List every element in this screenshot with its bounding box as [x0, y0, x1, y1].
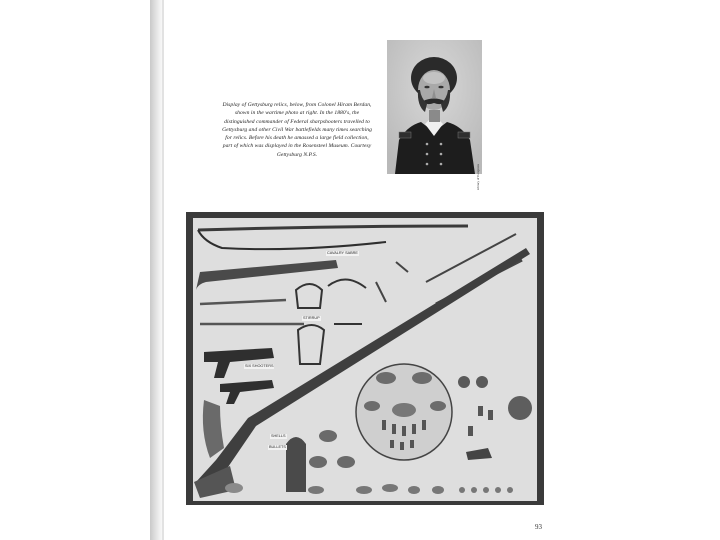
label-shells: SHELLS: [271, 434, 286, 438]
relics-display-image: [186, 212, 544, 505]
page-edge: [162, 0, 164, 540]
label-cavalry-sabre: CAVALRY SABRE: [327, 251, 358, 255]
label-stirrup: STIRRUP: [303, 316, 320, 320]
portrait-photo: [387, 40, 482, 191]
label-six-shooters: SIX SHOOTERS: [245, 364, 274, 368]
portrait-image: [387, 40, 482, 174]
relics-display-photo: [186, 212, 544, 505]
label-bullets: BULLETS: [269, 445, 286, 449]
page-number: 93: [535, 523, 542, 531]
photo-caption: Display of Gettysburg relics, below, from Colonel Hiram Berdan, shown in the wartime photo at right. In the 1880's, the distinguished commander of Federal sharpshooters travelled to Gettysburg and other Civil War battlefields many times searching for relics. Before his death he amassed a large field collection, part of which was displayed in the Rosensteel Museum. Courtesy Gettysburg N.P.S.: [222, 102, 372, 158]
portrait-credit: Library of Congress: [476, 164, 480, 191]
